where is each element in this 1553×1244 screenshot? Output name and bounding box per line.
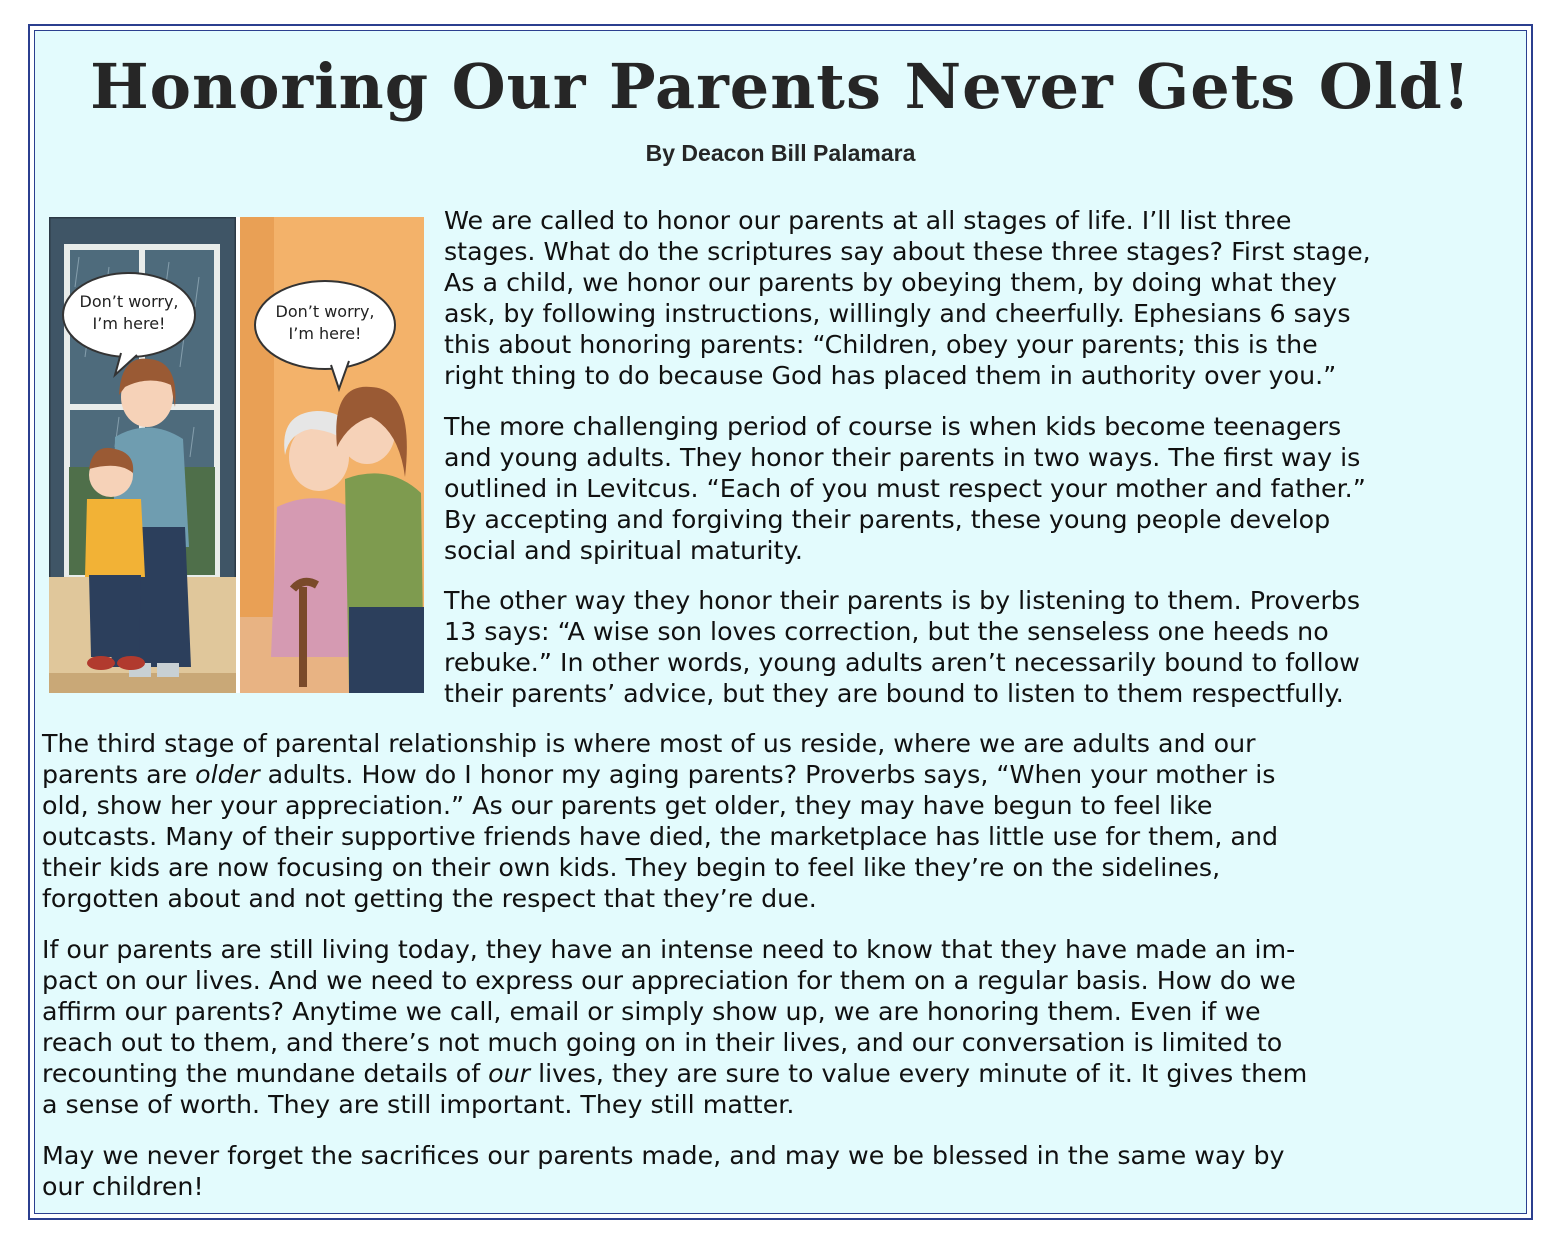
text-line: 13 says: “A wise son loves correction, but the senseless one heeds no (444, 617, 1329, 646)
text-line: reach out to them, and there’s not much going on in their lives, and our conversation is limited to (42, 1028, 1283, 1057)
emphasis-older: older (195, 760, 260, 789)
text-line: affirm our parents? Anytime we call, email or simply show up, we are honoring them. Even if we (42, 997, 1261, 1026)
text-line: outlined in Levitcus. “Each of you must respect your mother and father.” (444, 474, 1366, 503)
text-line: pact on our lives. And we need to express our appreciation for them on a regular basis. How do we (42, 966, 1296, 995)
emphasis-our: our (488, 1059, 531, 1088)
paragraph-teenagers (444, 411, 1532, 566)
article-byline: By Deacon Bill Palamara (645, 140, 916, 166)
text-line: their parents’ advice, but they are bound to listen to them respectfully. (444, 679, 1344, 708)
text-line: May we never forget the sacrifices our parents made, and may we be blessed in the same way by (42, 1141, 1285, 1170)
text-line: outcasts. Many of their supportive friends have died, the marketplace has little use for them, and (42, 822, 1279, 851)
article-title: Honoring Our Parents Never Gets Old! (90, 50, 1471, 123)
text-line: The other way they honor their parents is by listening to them. Proverbs (444, 586, 1361, 615)
right-speech-bubble-line1: Don’t worry, (275, 302, 375, 321)
article-frame (28, 24, 1533, 1220)
left-speech-bubble-line2: I’m here! (92, 314, 166, 333)
paragraph-closing (42, 1140, 1512, 1202)
parents-illustration (49, 217, 424, 693)
text-line: If our parents are still living today, they have an intense need to know that they have made an im- (42, 935, 1296, 964)
text-segment: lives, they are sure to value every minute of it. It gives them (530, 1059, 1308, 1088)
text-line: The third stage of parental relationship is where most of us reside, where we are adults and our (42, 729, 1256, 758)
text-line: stages. What do the scriptures say about these three stages? First stage, (444, 237, 1371, 266)
right-speech-bubble-line2: I’m here! (288, 324, 362, 343)
text-line: their kids are now focusing on their own kids. They begin to feel like they’re on the sidelines, (42, 853, 1221, 882)
text-line: The more challenging period of course is when kids become teenagers (444, 412, 1342, 441)
text-line: and young adults. They honor their parents in two ways. The first way is (444, 443, 1361, 472)
text-line (42, 759, 1512, 790)
text-line: As a child, we honor our parents by obeying them, by doing what they (444, 268, 1338, 297)
left-speech-bubble-line1: Don’t worry, (79, 292, 179, 311)
text-line (42, 1058, 1532, 1089)
paragraph-stages-intro (444, 205, 1532, 391)
paragraph-listening (444, 585, 1532, 709)
text-line: a sense of worth. They are still important. They still matter. (42, 1090, 795, 1119)
text-line: right thing to do because God has placed them in authority over you.” (444, 361, 1337, 390)
text-line: this about honoring parents: “Children, obey your parents; this is the (444, 330, 1318, 359)
text-line: We are called to honor our parents at all stages of life. I’ll list three (444, 206, 1292, 235)
text-segment: recounting the mundane details of (42, 1059, 489, 1088)
text-line: forgotten about and not getting the respect that they’re due. (42, 884, 817, 913)
paragraph-still-living (42, 934, 1532, 1120)
text-line: By accepting and forgiving their parents, these young people develop (444, 505, 1331, 534)
text-segment: parents are (42, 760, 196, 789)
paragraph-third-stage (42, 728, 1512, 914)
text-segment: adults. How do I honor my aging parents? Proverbs says, “When your mother is (259, 760, 1276, 789)
text-line: social and spiritual maturity. (444, 536, 803, 565)
article-panel (34, 30, 1527, 1214)
text-line: ask, by following instructions, willingly and cheerfully. Ephesians 6 says (444, 299, 1351, 328)
text-line: rebuke.” In other words, young adults aren’t necessarily bound to follow (444, 648, 1360, 677)
text-line: old, show her your appreciation.” As our parents get older, they may have begun to feel like (42, 791, 1213, 820)
text-line: our children! (42, 1172, 204, 1201)
